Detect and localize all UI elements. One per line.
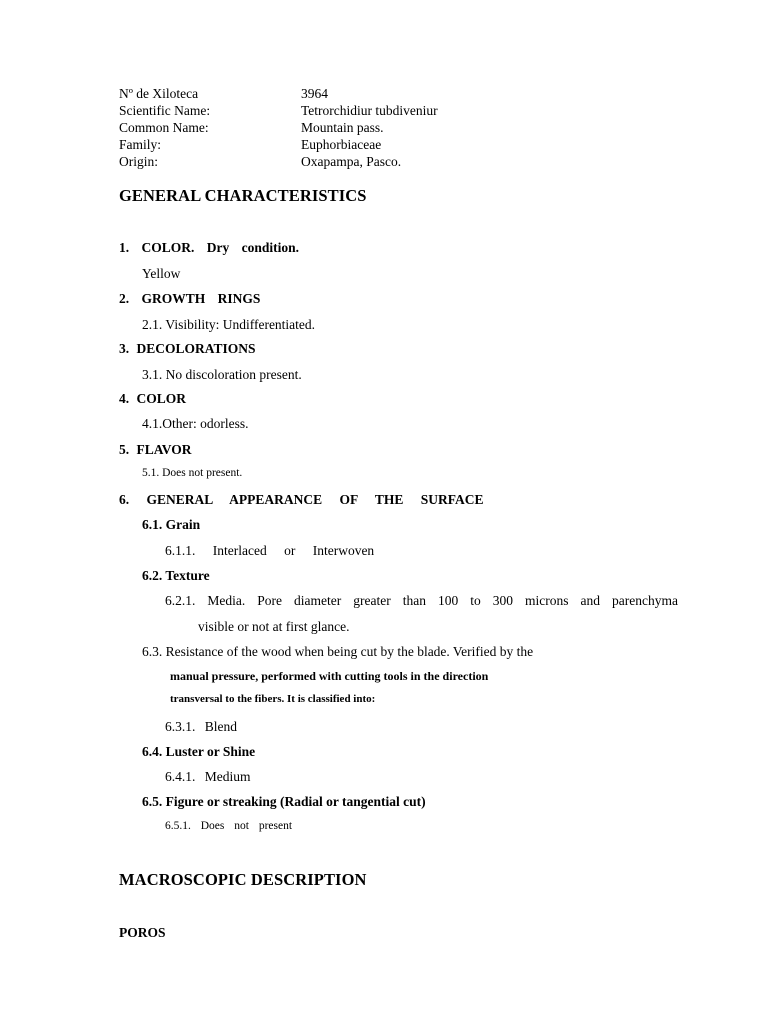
section-2-item: 2.1. Visibility: Undifferentiated. <box>142 317 316 332</box>
section-6-heading: 6. GENERAL APPEARANCE OF THE SURFACE <box>119 492 484 507</box>
meta-value-xiloteca: 3964 <box>301 86 328 101</box>
grain-heading: 6.1. Grain <box>142 517 201 532</box>
section-3-item: 3.1. No discoloration present. <box>142 367 302 382</box>
meta-label-xiloteca: Nº de Xiloteca <box>119 86 199 101</box>
general-characteristics-title: GENERAL CHARACTERISTICS <box>119 186 367 205</box>
section-5-heading: 5. FLAVOR <box>119 442 192 457</box>
meta-label-family: Family: <box>119 137 162 152</box>
meta-value-scientific: Tetrorchidiur tubdiveniur <box>301 103 438 118</box>
meta-label-scientific: Scientific Name: <box>119 103 211 118</box>
section-4-item: 4.1.Other: odorless. <box>142 416 249 431</box>
poros-heading: POROS <box>119 925 166 940</box>
section-1-value: Yellow <box>142 266 181 281</box>
section-4-heading: 4. COLOR <box>119 391 187 406</box>
resistance-line-2: manual pressure, performed with cutting tools in the direction <box>170 669 489 683</box>
grain-item: 6.1.1. Interlaced or Interwoven <box>165 543 375 558</box>
meta-label-common: Common Name: <box>119 120 209 135</box>
figure-heading: 6.5. Figure or streaking (Radial or tangential cut) <box>142 794 426 809</box>
meta-label-origin: Origin: <box>119 154 158 169</box>
resistance-item: 6.3.1. Blend <box>165 719 237 734</box>
meta-value-family: Euphorbiaceae <box>301 137 382 152</box>
texture-heading: 6.2. Texture <box>142 568 210 583</box>
luster-item: 6.4.1. Medium <box>165 769 251 784</box>
luster-heading: 6.4. Luster or Shine <box>142 744 256 759</box>
resistance-line-3: transversal to the fibers. It is classified into: <box>170 693 376 705</box>
section-2-heading: 2. GROWTH RINGS <box>119 291 261 306</box>
meta-value-common: Mountain pass. <box>301 120 384 135</box>
meta-value-origin: Oxapampa, Pasco. <box>301 154 402 169</box>
section-3-heading: 3. DECOLORATIONS <box>119 341 256 356</box>
section-5-item: 5.1. Does not present. <box>142 467 243 479</box>
section-1-heading: 1. COLOR. Dry condition. <box>119 240 300 255</box>
texture-line-2: visible or not at first glance. <box>198 619 350 634</box>
resistance-line-1: 6.3. Resistance of the wood when being cut by the blade. Verified by the <box>142 644 534 659</box>
texture-line-1: 6.2.1. Media. Pore diameter greater than 100 to 300 microns and parenchyma <box>165 593 678 608</box>
figure-item: 6.5.1. Does not present <box>165 820 293 832</box>
macroscopic-description-title: MACROSCOPIC DESCRIPTION <box>119 870 367 889</box>
